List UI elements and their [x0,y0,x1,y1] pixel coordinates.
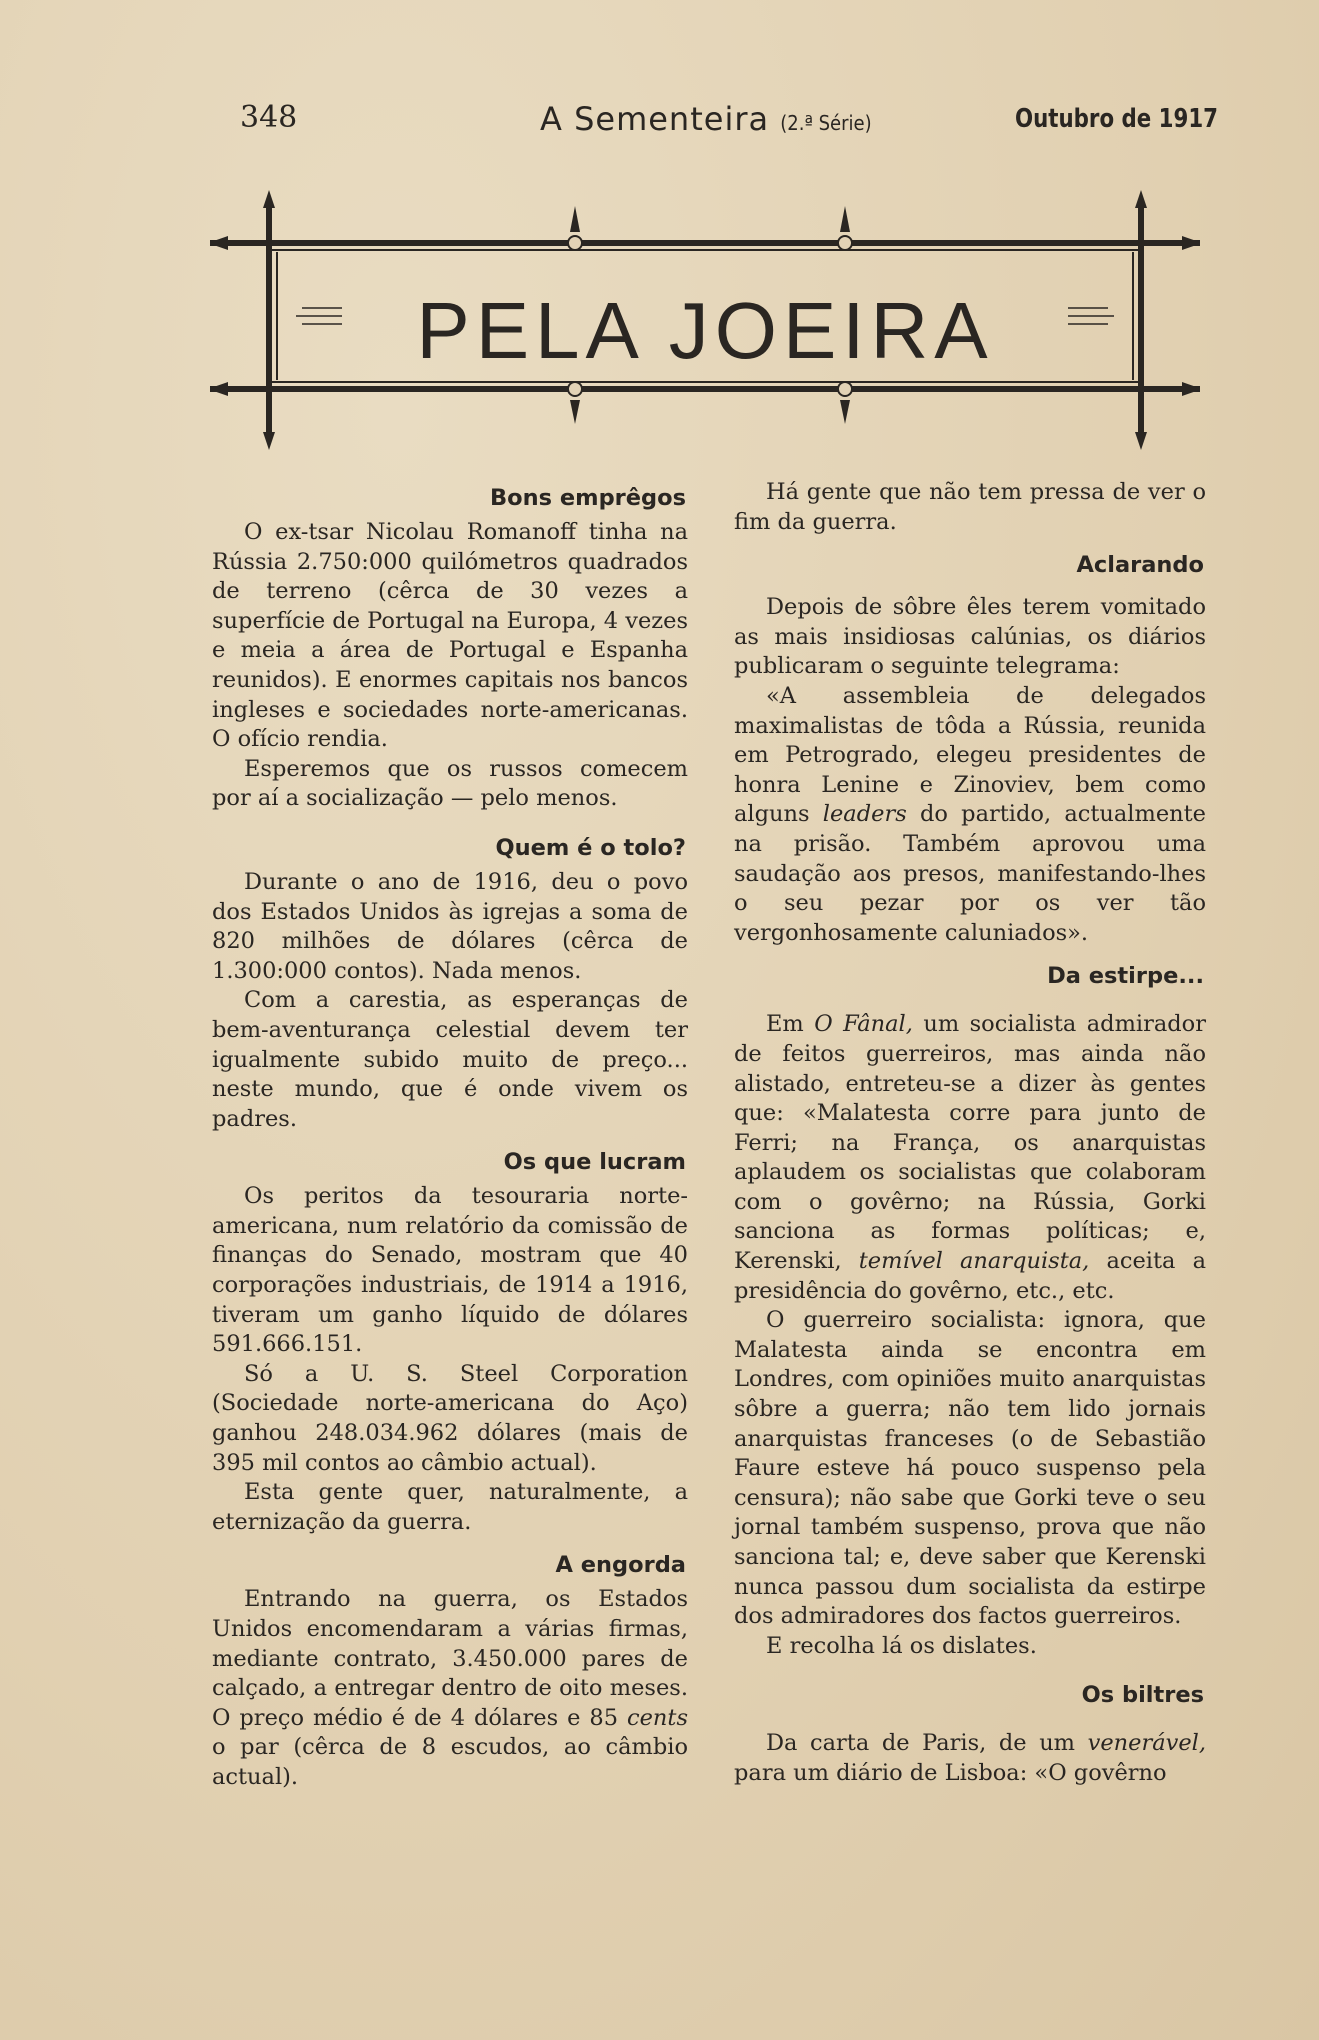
paragraph: Depois de sôbre êles terem vomitado as mais insidiosas calúnias, os diários publicaram o seguinte telegrama: [734,594,1206,680]
italic-text: cents [627,1704,688,1731]
paragraph: Há gente que não tem pressa de ver o fim da guerra. [734,479,1206,535]
right-column [734,478,1206,1789]
paragraph: Só a U. S. Steel Corporation (Sociedade norte-americana do Aço) ganhou 248.034.962 dólares (mais de 395 mil contos ao câmbio actual). [212,1360,688,1476]
text-run: aceita a presidência do govêrno, etc., etc. [734,1248,1206,1304]
left-column [212,478,688,1793]
issue-date: Outubro de 1917 [1015,104,1219,134]
text-run: do partido, actualmente na prisão. Também aprovou uma saudação aos presos, manifestando-lhes o seu pezar por os ver tão vergonhosamente caluniados». [734,801,1206,946]
italic-text: leaders [822,801,907,828]
paragraph: Esta gente quer, naturalmente, a eternização da guerra. [212,1479,688,1535]
heading-a-engorda: A engorda [555,1552,686,1579]
paragraph: Os peritos da tesouraria norte-americana, num relatório da comissão de finanças do Senado, mostram que 40 corporações industriais, de 1914 a 1916, tiveram um ganho líquido de dólares 591.666.151. [212,1183,688,1358]
heading-os-que-lucram: Os que lucram [503,1149,686,1176]
heading-da-estirpe: Da estirpe... [1047,963,1204,990]
section-title: PELA JOEIRA [416,286,994,375]
page-number: 348 [240,100,298,135]
paragraph: O guerreiro socialista: ignora, que Malatesta ainda se encontra em Londres, com opiniões muito anarquistas sôbre a guerra; não tem lido jornais anarquistas franceses (o de Sebastião Faure esteve há pouco suspenso pela censura); não sabe que Gorki teve o seu jornal também suspenso, prova que não sanciona tal; e, deve saber que Kerenski nunca passou dum socialista da estirpe dos admiradores dos factos guerreiros. [734,1307,1206,1630]
text-run: um socialista admirador de feitos guerreiros, mas ainda não alistado, entreteu-se a dizer às gentes que: «Malatesta corre para junto de Ferri; na França, os anarquistas aplaudem os socialistas que colaboram com o govêrno; na Rússia, Gorki sanciona as formas políticas; e, Kerenski, [734,1011,1206,1275]
series-label: (2.ª Série) [780,111,872,135]
paragraph: Durante o ano de 1916, deu o povo dos Estados Unidos às igrejas a soma de 820 milhões de dólares (cêrca de 1.300:000 contos). Nada menos. [212,868,688,984]
heading-aclarando: Aclarando [1076,552,1204,579]
text-run: o par (cêrca de 8 escudos, ao câmbio actual). [212,1734,688,1790]
journal-title [540,100,872,138]
paragraph: Com a carestia, as esperanças de bem-aventurança celestial devem ter igualmente subido muito de preço... neste mundo, que é onde vivem os padres. [212,987,688,1132]
paragraph [212,1585,688,1792]
paragraph [734,1010,1206,1306]
italic-text: venerável, [1087,1730,1206,1757]
heading-quem-e-o-tolo: Quem é o tolo? [495,834,686,861]
text-run: Em [766,1011,815,1038]
heading-bons-empregos: Bons emprêgos [490,485,686,511]
heading-os-biltres: Os biltres [1081,1682,1204,1709]
paragraph [734,682,1206,948]
text-run: para um diário de Lisboa: «O govêrno [734,1759,1167,1786]
italic-text: O Fânal, [814,1011,913,1038]
paragraph [734,1729,1206,1788]
section-masthead [210,190,1200,450]
journal-title-text: A Sementeira [540,100,770,138]
paragraph: O ex-tsar Nicolau Romanoff tinha na Rússia 2.750:000 quilómetros quadrados de terreno (cêrca de 30 vezes a superfície de Portugal na Europa, 4 vezes e meia a área de Portugal e Espanha reunidos). E enormes capitais nos bancos ingleses e sociedades norte-americanas. O ofício rendia. [212,519,689,753]
italic-text: temível anarquista, [858,1248,1090,1275]
paragraph: Esperemos que os russos comecem por aí a socialização — pelo menos. [212,755,688,812]
text-run: «A assembleia de delegados maximalistas de tôda a Rússia, reunida em Petrogrado, elegeu presidentes de honra Lenine e Zinoviev, bem como alguns [734,682,1206,828]
text-run: Da carta de Paris, de um [766,1730,1088,1757]
text-run: Entrando na guerra, os Estados Unidos encomendaram a várias firmas, mediante contrato, 3.450.000 pares de calçado, a entregar dentro de oito meses. O preço médio é de 4 dólares e 85 [212,1586,688,1731]
paragraph: E recolha lá os dislates. [766,1632,1037,1659]
running-header [0,100,1319,144]
